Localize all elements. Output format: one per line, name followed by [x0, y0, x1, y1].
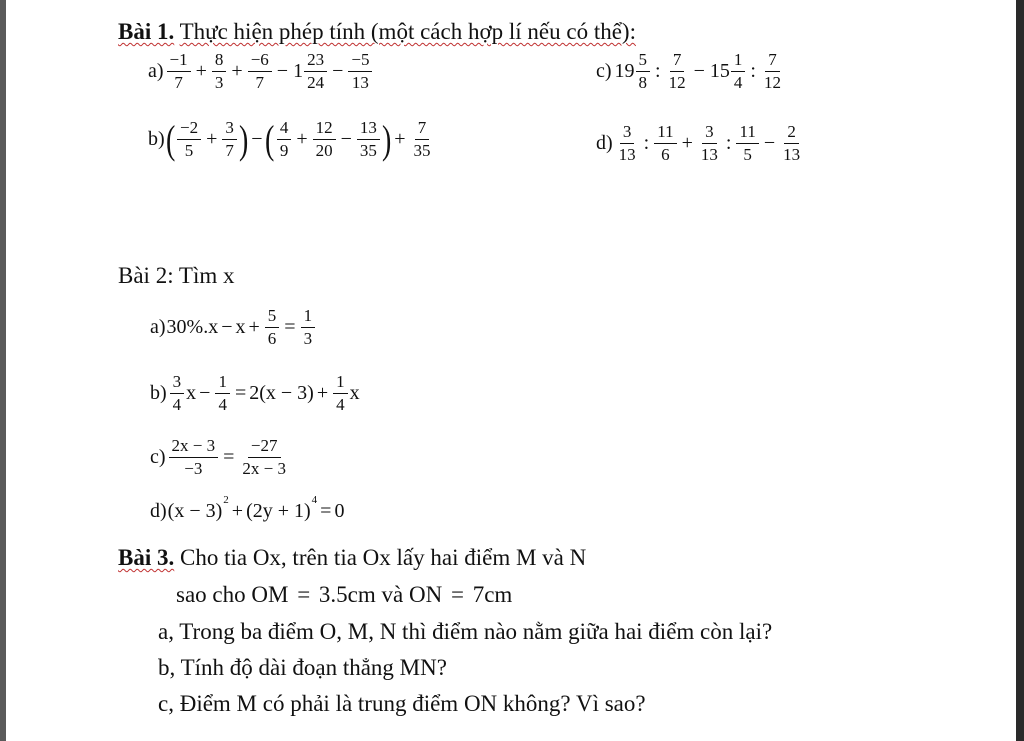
operator: −: [340, 128, 352, 150]
fraction: $\frac{8}{3}$: [212, 50, 227, 93]
fraction: $\frac{-5}{13}$: [348, 50, 372, 93]
fraction: $\frac{7}{12}$: [763, 50, 781, 92]
length-value: 7cm: [472, 582, 513, 607]
bai2-title: Bài 2: Tìm x: [118, 263, 235, 288]
operator: +: [206, 128, 218, 150]
operator: −: [332, 60, 344, 82]
item-label: b): [148, 128, 165, 150]
item-label: a): [148, 60, 164, 82]
operator: +: [248, 316, 260, 338]
item-label: c): [596, 60, 612, 82]
bai2-a-equation: [150, 306, 317, 349]
fraction: $\frac{23}{24}$: [304, 50, 327, 93]
bai2-d-equation: [150, 493, 345, 523]
exponent: 4: [311, 493, 318, 506]
bai2-b-equation: [150, 372, 360, 415]
bai2-heading: [118, 262, 235, 290]
operator: :: [725, 132, 732, 154]
operator: +: [296, 128, 308, 150]
bai1-a-expression: [148, 50, 374, 93]
fraction: $\frac{-6}{7}$: [248, 50, 272, 93]
term: 0: [334, 500, 345, 522]
fraction: $\frac{11}{6}$: [654, 122, 676, 165]
operator: −: [276, 60, 289, 82]
left-paren: (: [165, 116, 176, 162]
exponent: 2: [223, 493, 229, 506]
equals-sign: =: [320, 500, 332, 522]
bai1-label: Bài 1.: [118, 19, 175, 44]
fraction: $\frac{12}{20}$: [313, 118, 336, 161]
equals-sign: =: [234, 382, 247, 404]
fraction: $\frac{3}{13}$: [700, 122, 718, 164]
bai3-label: Bài 3.: [118, 545, 175, 570]
whole-part: 19: [614, 60, 635, 82]
operator: −: [763, 132, 776, 154]
term: (2y + 1): [246, 500, 311, 522]
left-paren: (: [265, 116, 275, 162]
operator: +: [231, 60, 243, 82]
bai1-d-expression: [596, 122, 805, 165]
operator: −: [221, 316, 233, 338]
fraction: $\frac{1}{4}$: [731, 50, 746, 93]
equals-sign: =: [223, 446, 235, 468]
operator: −: [693, 60, 705, 82]
fraction: $\frac{2}{13}$: [783, 122, 801, 164]
left-frame-edge: [0, 0, 6, 741]
operator: +: [231, 500, 244, 522]
fraction: $\frac{5}{6}$: [265, 306, 280, 349]
right-frame-edge: [1016, 0, 1024, 741]
fraction: $\frac{1}{4}$: [215, 372, 230, 415]
variable: x: [235, 316, 246, 338]
operator: :: [750, 60, 756, 82]
variable: x: [186, 382, 197, 404]
bai2-c-equation: [150, 436, 291, 479]
term: 30%.x: [166, 316, 219, 338]
variable: x: [349, 382, 360, 404]
bai3-prompt: Cho tia Ox, trên tia Ox lấy hai điểm M và N: [179, 545, 587, 570]
bai1-instruction: Thực hiện phép tính (một cách hợp lí nếu có thể):: [179, 19, 636, 44]
term: (x − 3): [167, 500, 223, 522]
fraction: $\frac{7}{35}$: [413, 118, 431, 160]
item-label: a): [150, 316, 166, 338]
operator: +: [316, 382, 329, 404]
equals-sign: =: [450, 582, 464, 607]
operator: −: [251, 128, 263, 150]
whole-part: 15: [709, 60, 730, 82]
bai3-heading: [118, 544, 586, 572]
bai3-condition: sao cho OM = 3.5cm và ON = 7cm: [176, 582, 513, 607]
fraction: $\frac{4}{9}$: [277, 118, 292, 161]
fraction: $\frac{3}{7}$: [222, 118, 237, 161]
equals-sign: =: [284, 316, 296, 338]
bai1-b-expression: [148, 118, 435, 161]
bai3-question-a: a, Trong ba điểm O, M, N thì điểm nào nằm giữa hai điểm còn lại?: [158, 619, 773, 644]
operator: +: [394, 128, 406, 150]
bai1-heading: [118, 18, 636, 46]
fraction: $\frac{3}{13}$: [618, 122, 636, 164]
bai3-question-b: b, Tính độ dài đoạn thẳng MN?: [158, 655, 447, 680]
whole-part: 1: [293, 60, 304, 82]
fraction: $\frac{-2}{5}$: [177, 118, 201, 161]
fraction: $\frac{7}{12}$: [668, 50, 686, 92]
item-label: c): [150, 446, 166, 468]
operator: +: [681, 132, 693, 154]
length-value: 3.5cm: [318, 582, 376, 607]
fraction: $\frac{1}{4}$: [333, 372, 348, 415]
fraction: $\frac{5}{8}$: [636, 50, 651, 93]
operator: :: [643, 132, 650, 154]
operator: +: [195, 60, 207, 82]
fraction: $\frac{-27}{2x - 3}$: [242, 436, 287, 478]
equals-sign: =: [297, 582, 311, 607]
bai1-c-expression: [596, 50, 786, 93]
item-label: d): [150, 500, 167, 522]
term: 2(x − 3): [249, 382, 314, 404]
right-paren: ): [238, 116, 249, 162]
fraction: $\frac{1}{3}$: [301, 306, 316, 349]
operator: :: [655, 60, 661, 82]
operator: −: [199, 382, 211, 404]
item-label: b): [150, 382, 167, 404]
fraction: $\frac{-1}{7}$: [167, 50, 191, 93]
right-paren: ): [381, 116, 392, 162]
fraction: $\frac{13}{35}$: [357, 118, 380, 161]
bai3-question-c: c, Điểm M có phải là trung điểm ON không? Vì sao?: [158, 691, 646, 716]
fraction: $\frac{2x - 3}{-3}$: [169, 436, 219, 479]
fraction: $\frac{3}{4}$: [170, 372, 185, 415]
fraction: $\frac{11}{5}$: [736, 122, 758, 165]
item-label: d): [596, 132, 613, 154]
